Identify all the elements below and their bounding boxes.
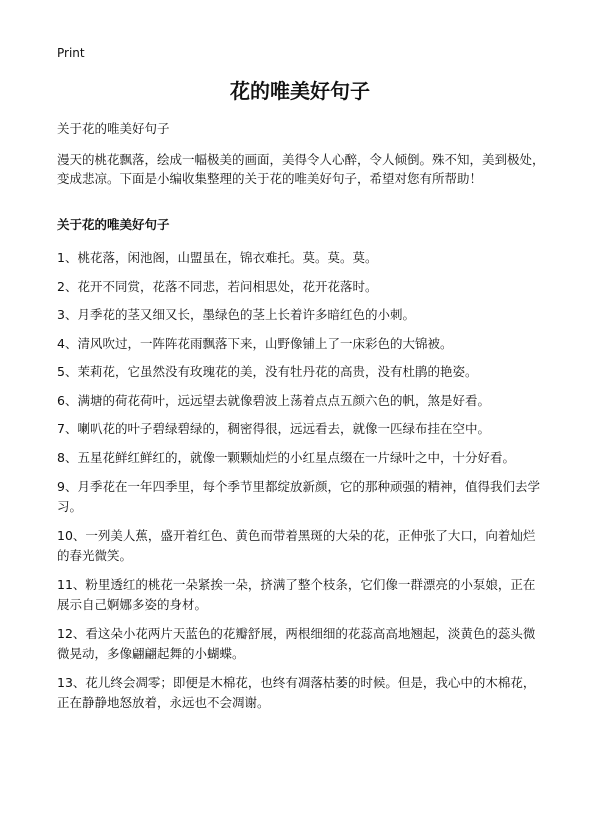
list-item: 5、茉莉花，它虽然没有玫瑰花的美，没有牡丹花的高贵，没有杜鹃的艳姿。	[57, 364, 478, 379]
list-item: 6、满塘的荷花荷叶，远远望去就像碧波上荡着点点五颜六色的帆，煞是好看。	[57, 392, 490, 408]
article-subtitle: 关于花的唯美好句子	[57, 121, 170, 136]
list-item: 9、月季花在一年四季里，每个季节里都绽放新颜，它的那种顽强的精神，值得我们去学习。	[57, 479, 540, 514]
list-item: 3、月季花的茎又细又长，墨绿色的茎上长着许多暗红色的小刺。	[57, 307, 415, 322]
intro-paragraph: 漫天的桃花飘落，绘成一幅极美的画面，美得令人心醉，令人倾倒。殊不知，美到极处，变成悲凉。下面是小编收集整理的关于花的唯美好句子，希望对您有所帮助！	[57, 152, 545, 186]
section-heading: 关于花的唯美好句子	[57, 217, 170, 232]
list-item: 10、一列美人蕉，盛开着红色、黄色而带着黑斑的大朵的花，正伸张了大口，向着灿烂的春光微笑。	[57, 528, 536, 563]
list-item: 11、粉里透红的桃花一朵紧挨一朵，挤满了整个枝条，它们像一群漂亮的小泵娘，正在展示自己婀娜多姿的身材。	[57, 577, 536, 612]
page-title: 花的唯美好句子	[230, 79, 370, 103]
list-item: 4、清风吹过，一阵阵花雨飘落下来，山野像铺上了一床彩色的大锦被。	[57, 335, 453, 351]
list-item: 13、花儿终会凋零；即便是木棉花，也终有凋落枯萎的时候。但是，我心中的木棉花，正在静静地怒放着，永远也不会凋谢。	[57, 675, 536, 710]
sentence-list	[57, 248, 547, 722]
list-item: 12、看这朵小花两片天蓝色的花瓣舒展，两根细细的花蕊高高地翘起，淡黄色的蕊头微微晃动，多像翩翩起舞的小蝴蝶。	[57, 626, 536, 661]
list-item: 7、喇叭花的叶子碧绿碧绿的，稠密得很，远远看去，就像一匹绿布挂在空中。	[57, 421, 490, 436]
list-item: 1、桃花落，闲池阁，山盟虽在，锦衣难托。莫。莫。莫。	[57, 250, 378, 265]
list-item: 8、五星花鲜红鲜红的，就像一颗颗灿烂的小红星点缀在一片绿叶之中，十分好看。	[57, 449, 515, 465]
print-link[interactable]: Print	[57, 46, 85, 60]
list-item: 2、花开不同赏，花落不同悲，若问相思处，花开花落时。	[57, 278, 378, 294]
